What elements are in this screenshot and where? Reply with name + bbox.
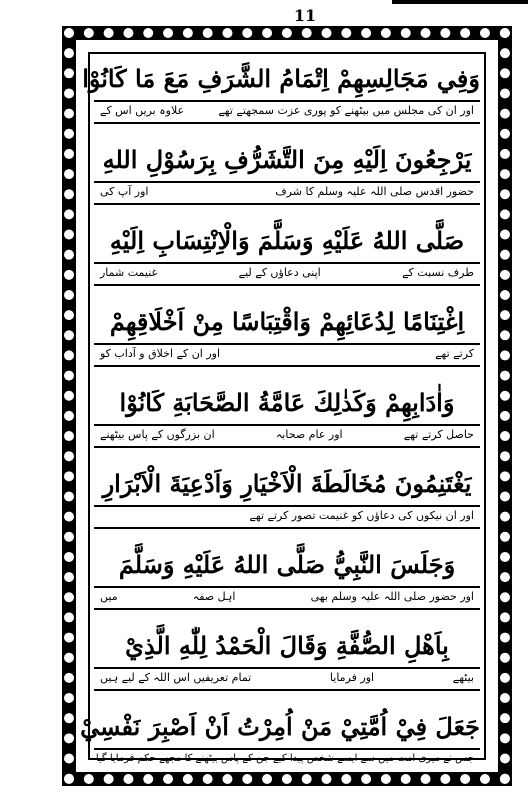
urdu-segment: حضور اقدس صلی اللہ علیہ وسلم کا شرف — [275, 185, 474, 198]
urdu-translation — [94, 588, 480, 610]
arabic-line: بِاَهْلِ الصُّفَّةِ وَقَالَ الْحَمْدُ لِلّٰهِ الَّذِيْ — [94, 627, 480, 669]
line-2 — [94, 141, 480, 205]
arabic-line: صَلَّى اللهُ عَلَيْهِ وَسَلَّمَ وَالْاِنْتِسَابِ اِلَيْهِ — [94, 222, 480, 264]
urdu-segment: اور آپ کی — [100, 185, 149, 198]
urdu-segment: جس نے میری امت میں سے ایسے شخص پیدا کیے جن کے پاس بیٹھنے کا مجھے حکم فرمایا گیا — [95, 753, 474, 764]
urdu-segment: کرتے تھے — [435, 347, 474, 360]
line-3 — [94, 222, 480, 286]
urdu-segment: اور ان نیکوں کی دعاؤں کو غنیمت تصور کرتے تھے — [249, 509, 474, 522]
ornamental-border — [62, 26, 512, 786]
urdu-segment: ان بزرگوں کے پاس بیٹھنے — [100, 428, 215, 441]
urdu-translation — [94, 750, 480, 770]
urdu-segment: اہل صفہ — [192, 590, 236, 603]
urdu-segment: میں — [100, 590, 118, 603]
urdu-segment: حاصل کرتے تھے — [403, 428, 474, 441]
arabic-line: وَفِي مَجَالِسِهِمْ اِتْمَامُ الشَّرَفِ مَعَ مَا كَانُوْا — [94, 60, 480, 102]
line-8 — [94, 627, 480, 691]
urdu-translation — [94, 183, 480, 205]
urdu-segment: تمام تعریفیں اس اللہ کے لیے ہیں — [100, 671, 252, 684]
arabic-line: اِغْتِنَامًا لِدُعَائِهِمْ وَاقْتِبَاسًا مِنْ اَخْلَاقِهِمْ — [94, 303, 480, 345]
arabic-line: يَرْجِعُونَ اِلَيْهِ مِنَ التَّشَرُّفِ بِرَسُوْلِ اللهِ — [94, 141, 480, 183]
line-9 — [80, 708, 480, 770]
urdu-segment: بیٹھے — [452, 671, 474, 684]
line-5 — [94, 384, 480, 448]
page-number: 11 — [293, 6, 317, 25]
urdu-segment: اور فرمایا — [329, 671, 375, 684]
urdu-translation — [94, 507, 480, 529]
urdu-translation — [94, 345, 480, 367]
urdu-translation — [94, 426, 480, 448]
line-6 — [94, 465, 480, 529]
line-4 — [94, 303, 480, 367]
urdu-translation — [94, 102, 480, 124]
line-1 — [82, 60, 480, 124]
top-rule — [392, 0, 528, 4]
arabic-line: جَعَلَ فِيْ اُمَّتِيْ مَنْ اُمِرْتُ اَنْ اَصْبِرَ نَفْسِيْ — [94, 708, 480, 750]
line-7 — [94, 546, 480, 610]
text-area — [80, 52, 486, 764]
urdu-segment: اپنی دعاؤں کے لیے — [238, 266, 321, 279]
arabic-line: يَغْتَنِمُونَ مُخَالَطَةَ الْاَخْيَارِ وَاَدْعِيَةَ الْاَبْرَارِ — [94, 465, 480, 507]
urdu-segment: طرف نسبت کے — [402, 266, 474, 279]
urdu-segment: علاوہ بریں اس کے — [100, 104, 185, 117]
urdu-segment: اور ان کے اخلاق و آداب کو — [100, 347, 221, 360]
urdu-translation — [94, 264, 480, 286]
arabic-line: وَجَلَسَ النَّبِيُّ صَلَّى اللهُ عَلَيْهِ وَسَلَّمَ — [94, 546, 480, 588]
urdu-translation — [94, 669, 480, 691]
urdu-segment: غنیمت شمار — [100, 266, 158, 279]
urdu-segment: اور ان کی مجلس میں بیٹھنے کو پوری عزت سمجھتے تھے — [218, 104, 474, 117]
urdu-segment: اور حضور صلی اللہ علیہ وسلم بھی — [310, 590, 474, 603]
arabic-line: وَاٰدَابِهِمْ وَكَذٰلِكَ عَامَّةُ الصَّحَابَةِ كَانُوْا — [94, 384, 480, 426]
urdu-segment: اور عام صحابہ — [275, 428, 343, 441]
